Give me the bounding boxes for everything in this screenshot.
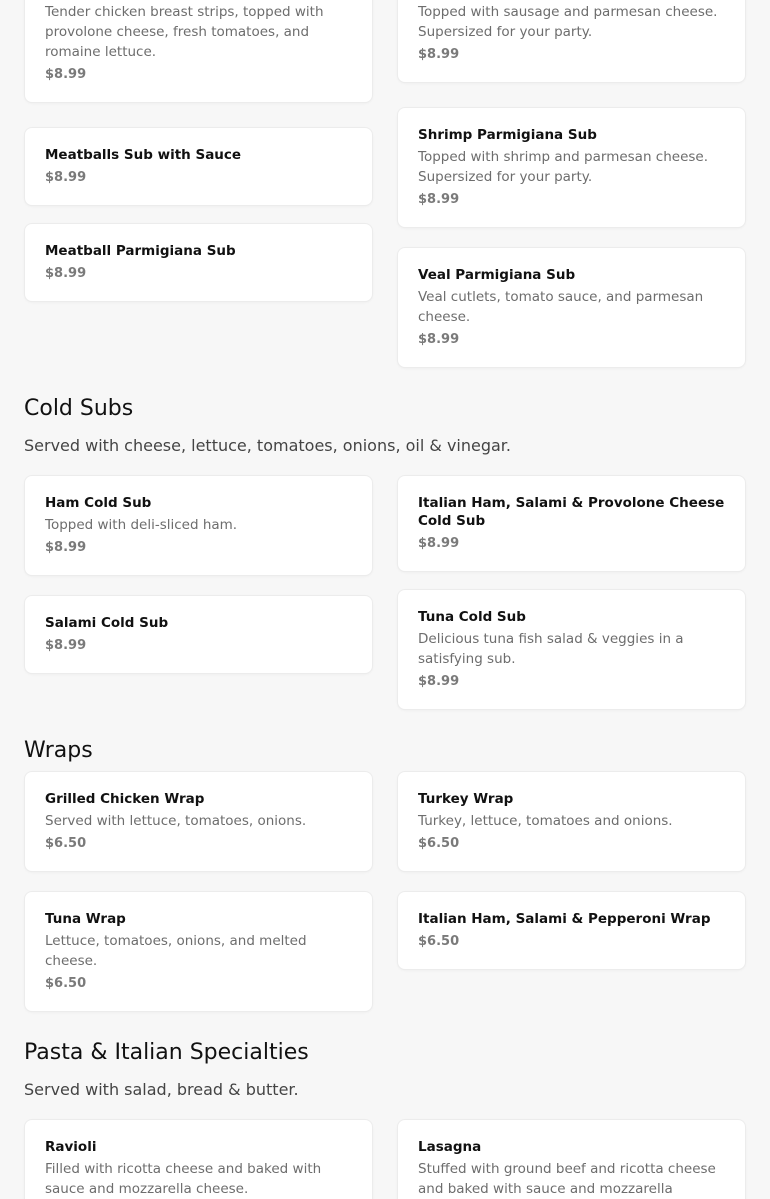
item-description: Lettuce, tomatoes, onions, and melted cheese.: [45, 933, 307, 969]
item-price: $8.99: [45, 266, 87, 281]
item-description: Delicious tuna fish salad & veggies in a satisfying sub.: [418, 631, 684, 667]
menu-item-card[interactable]: [397, 589, 746, 710]
menu-item-card[interactable]: [397, 247, 746, 368]
item-price: $6.50: [45, 976, 87, 991]
menu-item-card[interactable]: [24, 771, 373, 872]
menu-item-card[interactable]: [397, 475, 746, 572]
item-description: Served with lettuce, tomatoes, onions.: [45, 813, 307, 829]
item-price: $8.99: [45, 638, 87, 653]
item-price: $8.99: [45, 540, 87, 555]
item-description: Stuffed with ground beef and ricotta cheese and baked with sauce and mozzarella: [418, 1161, 716, 1197]
item-price: $8.99: [418, 192, 460, 207]
menu-item-card[interactable]: [24, 595, 373, 674]
item-name: Veal Parmigiana Sub: [418, 267, 576, 283]
item-description: Topped with shrimp and parmesan cheese. Supersized for your party.: [418, 149, 709, 185]
item-name: Tuna Cold Sub: [418, 609, 526, 625]
item-description: Filled with ricotta cheese and baked with sauce and mozzarella cheese.: [45, 1161, 322, 1197]
menu-item-card[interactable]: [397, 891, 746, 970]
section-title-pasta: Pasta & Italian Specialties: [24, 1040, 309, 1065]
menu-item-card[interactable]: [397, 107, 746, 228]
menu-item-card[interactable]: [397, 0, 746, 83]
item-price: $8.99: [418, 674, 460, 689]
item-name: Lasagna: [418, 1139, 482, 1155]
item-name: Shrimp Parmigiana Sub: [418, 127, 597, 143]
item-name: Tuna Wrap: [45, 911, 126, 927]
menu-item-card[interactable]: [24, 127, 373, 206]
item-price: $6.50: [418, 934, 460, 949]
item-name: Italian Ham, Salami & Pepperoni Wrap: [418, 911, 711, 927]
item-description: Turkey, lettuce, tomatoes and onions.: [418, 813, 673, 829]
item-price: $8.99: [45, 67, 87, 82]
item-name: Meatball Parmigiana Sub: [45, 243, 236, 259]
item-description: Tender chicken breast strips, topped with provolone cheese, fresh tomatoes, and romaine lettuce.: [45, 4, 324, 60]
item-name: Italian Ham, Salami & Provolone Cheese Cold Sub: [418, 495, 725, 529]
menu-item-card[interactable]: [397, 1119, 746, 1199]
item-name: Grilled Chicken Wrap: [45, 791, 205, 807]
item-price: $6.50: [418, 836, 460, 851]
item-price: $6.50: [45, 836, 87, 851]
item-description: Topped with deli-sliced ham.: [45, 517, 238, 533]
section-title-cold-subs: Cold Subs: [24, 396, 134, 421]
menu-item-card[interactable]: [24, 1119, 373, 1199]
item-price: $8.99: [418, 536, 460, 551]
item-name: Salami Cold Sub: [45, 615, 169, 631]
section-subtitle-cold-subs: Served with cheese, lettuce, tomatoes, onions, oil & vinegar.: [24, 436, 511, 455]
item-name: Ham Cold Sub: [45, 495, 152, 511]
section-title-wraps: Wraps: [24, 738, 93, 763]
item-description: Veal cutlets, tomato sauce, and parmesan cheese.: [418, 289, 704, 325]
menu-item-card[interactable]: [24, 475, 373, 576]
section-subtitle-pasta: Served with salad, bread & butter.: [24, 1080, 299, 1099]
menu-item-card[interactable]: [24, 891, 373, 1012]
menu-item-card[interactable]: [24, 223, 373, 302]
menu-item-card[interactable]: [397, 771, 746, 872]
item-name: Ravioli: [45, 1139, 97, 1155]
item-price: $8.99: [418, 47, 460, 62]
item-price: $8.99: [45, 170, 87, 185]
menu-item-card[interactable]: [24, 0, 373, 103]
item-description: Topped with sausage and parmesan cheese. Supersized for your party.: [418, 4, 718, 40]
item-name: Meatballs Sub with Sauce: [45, 147, 242, 163]
item-name: Turkey Wrap: [418, 791, 514, 807]
item-price: $8.99: [418, 332, 460, 347]
